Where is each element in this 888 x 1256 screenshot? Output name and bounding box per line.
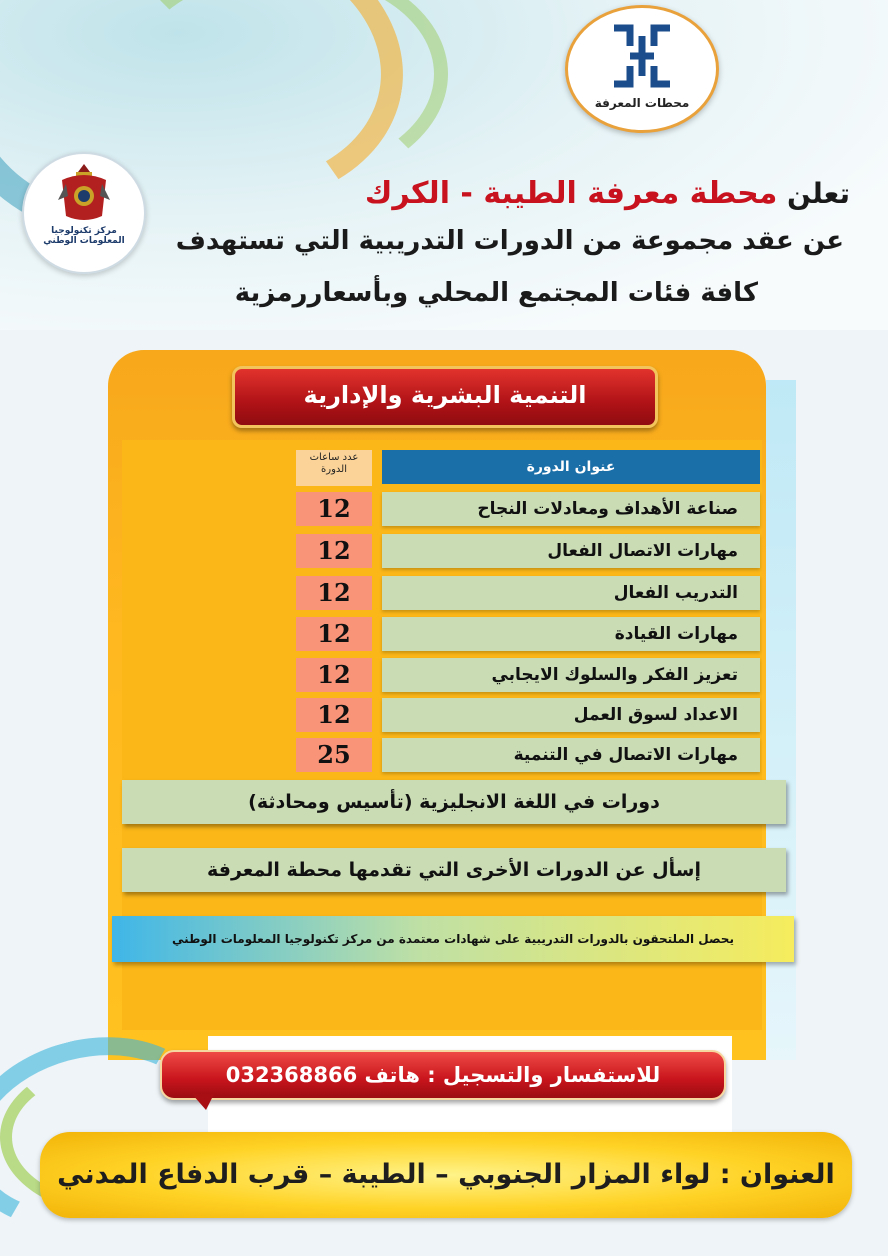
jordan-coat-of-arms-icon — [54, 160, 114, 226]
english-courses-banner: دورات في اللغة الانجليزية (تأسيس ومحادثة) — [122, 780, 786, 824]
phone-banner: للاستفسار والتسجيل : هاتف 032368866 — [160, 1050, 726, 1100]
course-hours: 25 — [296, 738, 372, 772]
course-title: صناعة الأهداف ومعادلات النجاح — [382, 492, 760, 526]
course-hours: 12 — [296, 698, 372, 732]
announcement-prefix: تعلن — [787, 177, 850, 210]
course-hours: 12 — [296, 534, 372, 568]
section-title: التنمية البشرية والإدارية — [232, 366, 658, 428]
course-hours: 12 — [296, 658, 372, 692]
phone-banner-tail — [192, 1094, 214, 1110]
course-title: مهارات الاتصال الفعال — [382, 534, 760, 568]
emblem-caption: مركز تكنولوجيا المعلومات الوطني — [43, 226, 125, 246]
title-column-header: عنوان الدورة — [382, 450, 760, 484]
course-title: الاعداد لسوق العمل — [382, 698, 760, 732]
course-hours: 12 — [296, 576, 372, 610]
course-hours: 12 — [296, 492, 372, 526]
address-banner: العنوان : لواء المزار الجنوبي – الطيبة – قرب الدفاع المدني — [40, 1132, 852, 1218]
station-name: محطة معرفة الطيبة - الكرك — [364, 176, 778, 211]
announcement-line-1 — [365, 176, 850, 211]
announcement-line-2: عن عقد مجموعة من الدورات التدريبية التي تستهدف — [175, 226, 844, 256]
course-title: تعزيز الفكر والسلوك الايجابي — [382, 658, 760, 692]
knowledge-stations-logo — [565, 5, 719, 133]
hours-column-header: عدد ساعات الدورة — [296, 450, 372, 486]
course-hours: 12 — [296, 617, 372, 651]
course-title: مهارات الاتصال في التنمية — [382, 738, 760, 772]
jordan-emblem — [22, 152, 146, 274]
certificate-note: يحصل الملتحقون بالدورات التدريبية على شهادات معتمدة من مركز تكنولوجيا المعلومات الوطني — [112, 916, 794, 962]
course-title: مهارات القيادة — [382, 617, 760, 651]
course-title: التدريب الفعال — [382, 576, 760, 610]
logo-caption: محطات المعرفة — [594, 96, 690, 110]
other-courses-banner: إسأل عن الدورات الأخرى التي تقدمها محطة المعرفة — [122, 848, 786, 892]
announcement-line-3: كافة فئات المجتمع المحلي وبأسعاررمزية — [234, 278, 758, 308]
knowledge-stations-logo-icon — [610, 20, 674, 92]
